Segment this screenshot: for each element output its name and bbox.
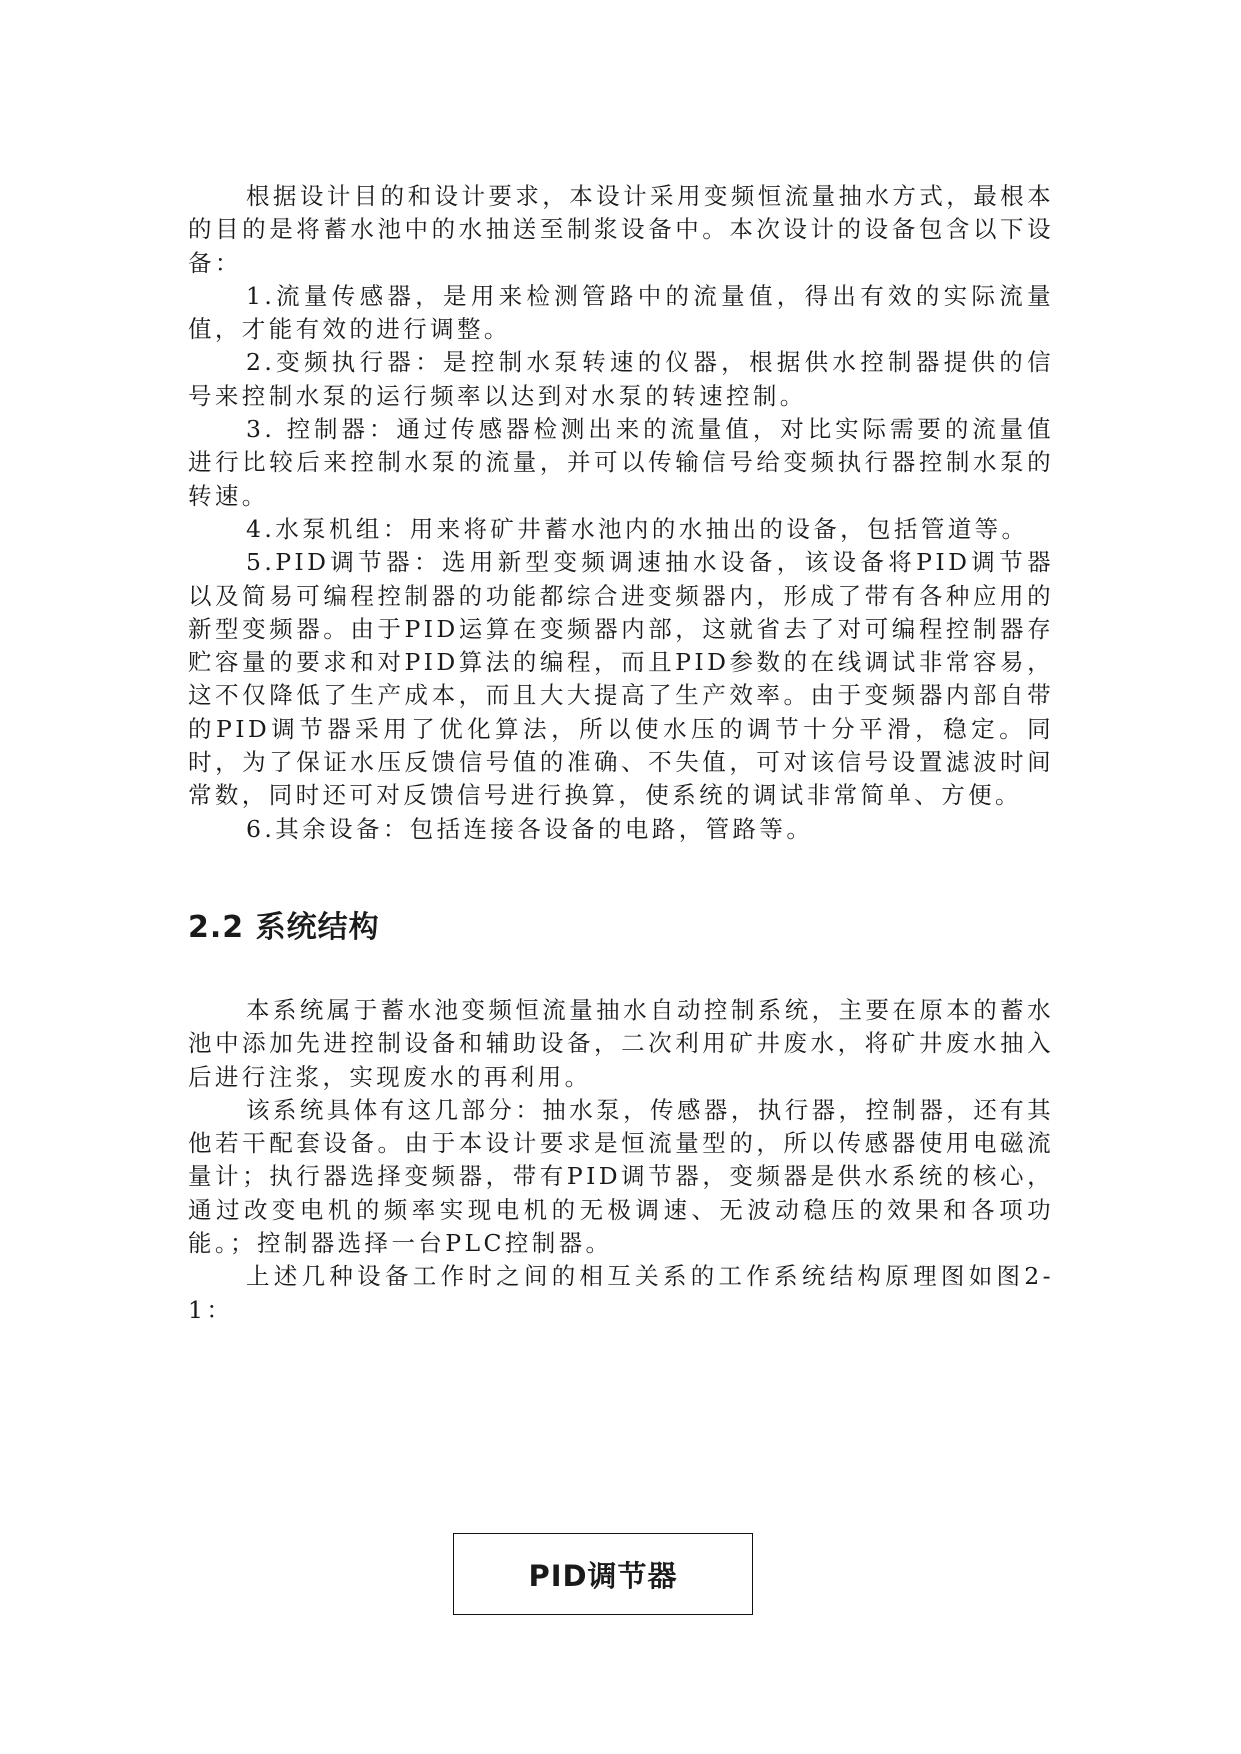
item-vfd-actuator: 2.变频执行器：是控制水泵转速的仪器，根据供水控制器提供的信号来控制水泵的运行频率以达到对水泵的转速控制。 xyxy=(188,348,1054,410)
intro-paragraph: 根据设计目的和设计要求，本设计采用变频恒流量抽水方式，最根本的目的是将蓄水池中的水抽送至制浆设备中。本次设计的设备包含以下设备： xyxy=(188,182,1054,277)
system-overview-paragraph: 本系统属于蓄水池变频恒流量抽水自动控制系统，主要在原本的蓄水池中添加先进控制设备和辅助设备，二次利用矿井废水，将矿井废水抽入后进行注浆，实现废水的再利用。 xyxy=(188,996,1054,1091)
section-text xyxy=(188,994,1054,1327)
system-components-paragraph: 该系统具体有这几部分：抽水泵，传感器，执行器，控制器，还有其他若干配套设备。由于本设计要求是恒流量型的，所以传感器使用电磁流量计；执行器选择变频器，带有PID调节器，变频器是供水系统的核心，通过改变电机的频率实现电机的无极调速、无波动稳压的效果和各项功能。；控制器选择一台PLC控制器。 xyxy=(188,1095,1054,1258)
item-other-equipment: 6.其余设备：包括连接各设备的电路，管路等。 xyxy=(246,814,814,843)
pid-regulator-label: PID调节器 xyxy=(528,1558,678,1593)
figure-reference-paragraph: 上述几种设备工作时之间的相互关系的工作系统结构原理图如图2-1： xyxy=(188,1262,1054,1324)
item-pid-regulator: 5.PID调节器：选用新型变频调速抽水设备，该设备将PID调节器以及简易可编程控制器的功能都综合进变频器内，形成了带有各种应用的新型变频器。由于PID运算在变频器内部，这就省去了对可编程控制器存贮容量的要求和对PID算法的编程，而且PID参数的在线调试非常容易，这不仅降低了生产成本，而且大大提高了生产效率。由于变频器内部自带的PID调节器采用了优化算法，所以使水压的调节十分平滑，稳定。同时，为了保证水压反馈信号值的准确、不失值，可对该信号设置滤波时间常数，同时还可对反馈信号进行换算，使系统的调试非常简单、方便。 xyxy=(188,548,1054,810)
section-heading: 2.2 系统结构 xyxy=(188,910,380,945)
item-controller: 3. 控制器：通过传感器检测出来的流量值，对比实际需要的流量值进行比较后来控制水泵的流量，并可以传输信号给变频执行器控制水泵的转速。 xyxy=(188,415,1054,510)
intro-text xyxy=(188,180,1054,846)
item-flow-sensor: 1.流量传感器，是用来检测管路中的流量值，得出有效的实际流量值，才能有效的进行调整。 xyxy=(188,281,1054,344)
pid-regulator-box xyxy=(453,1533,753,1615)
item-pump-unit: 4.水泵机组：用来将矿井蓄水池内的水抽出的设备，包括管道等。 xyxy=(246,514,1029,543)
